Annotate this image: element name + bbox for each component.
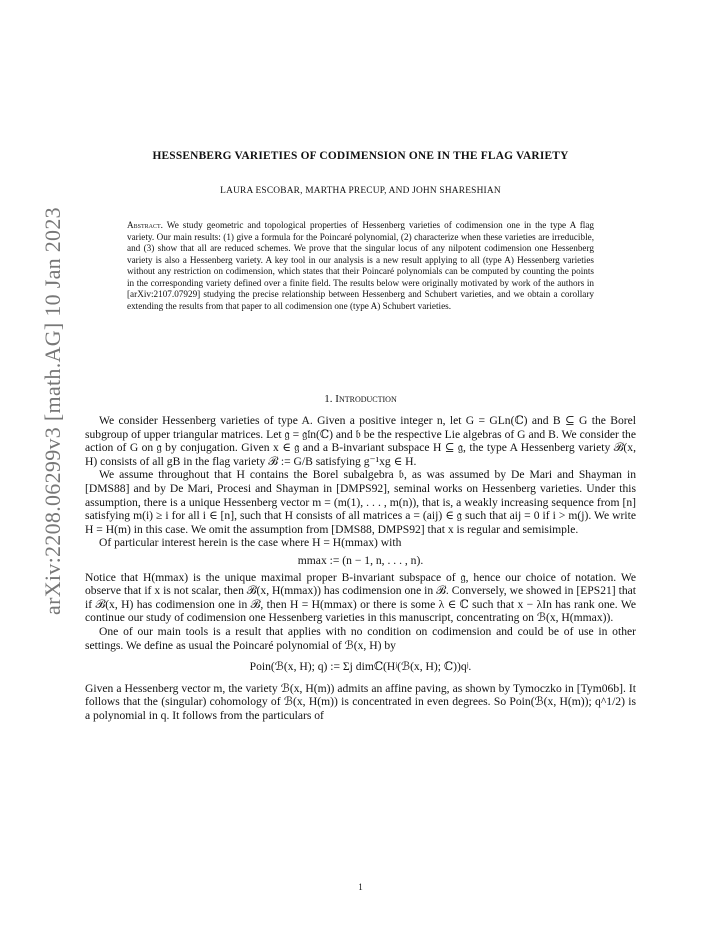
abstract — [127, 220, 594, 312]
abstract-label: Abstract. — [127, 220, 163, 230]
section-title: Introduction — [335, 393, 397, 405]
paragraph-3: Of particular interest herein is the case where H = H(mmax) with — [99, 536, 402, 550]
paragraph-6: Given a Hessenberg vector m, the variety ℬ(x, H(m)) admits an affine paving, as shown by Tymoczko in [Tym06b]. It follows that the (singular) cohomology of ℬ(x, H(m)) is concentrated in even degrees. So Poin(ℬ(x, H(m)); q^1/2) is a polynomial in q. It follows from the particulars of — [85, 681, 636, 722]
author-list: LAURA ESCOBAR, MARTHA PRECUP, AND JOHN SHARESHIAN — [220, 186, 501, 196]
body-text — [85, 414, 636, 722]
page-number: 1 — [358, 882, 363, 892]
paragraph-1: We consider Hessenberg varieties of type A. Given a positive integer n, let G = GLn(ℂ) and B ⊆ G the Borel subgroup of upper triangular matrices. Let 𝔤 = 𝔤𝔩n(ℂ) and 𝔟 be the respective Lie algebras of G and B. We consider the action of G on 𝔤 by conjugation. Given x ∈ 𝔤 and a B-invariant subspace H ⊆ 𝔤, the type A Hessenberg variety ℬ(x, H) consists of all gB in the flag variety ℬ := G/B satisfying g⁻¹xg ∈ H. — [85, 414, 636, 468]
display-equation-mmax: mmax := (n − 1, n, . . . , n). — [297, 553, 424, 567]
abstract-text: We study geometric and topological properties of Hessenberg varieties of codimension one in the type A flag variety. Our main results: (1) give a formula for the Poincaré polynomial, (2) characterize when these varieties are irreducible, and (3) show that all are reduced schemes. We prove that the singular locus of any nilpotent codimension one Hessenberg variety is also a Hessenberg variety. A key tool in our analysis is a new result applying to all (type A) Hessenberg varieties without any restriction on codimension, which states that their Poincaré polynomials can be computed by counting the points in the corresponding variety defined over a finite field. The results below were originally motivated by work of the authors in [arXiv:2107.07929] studying the precise relationship between Hessenberg and Schubert varieties, and we obtain a corollary extending the results from that paper to all codimension one (type A) Schubert varieties. — [127, 220, 594, 311]
paragraph-4: Notice that H(mmax) is the unique maximal proper B-invariant subspace of 𝔤, hence our choice of notation. We observe that if x is not scalar, then ℬ(x, H(mmax)) has codimension one in ℬ. Conversely, we showed in [EPS21] that if ℬ(x, H) has codimension one in ℬ, then H = H(mmax) or there is some λ ∈ ℂ such that x − λIn has rank one. We continue our study of codimension one Hessenberg varieties in this manuscript, concentrating on ℬ(x, H(mmax)). — [85, 570, 636, 625]
display-equation-poincare: Poin(ℬ(x, H); q) := Σj dimℂ(Hʲ(ℬ(x, H); ℂ))qʲ. — [249, 660, 472, 674]
section-heading — [85, 393, 636, 405]
paragraph-5: One of our main tools is a result that applies with no condition on codimension and could be of use in other settings. We define as usual the Poincaré polynomial of ℬ(x, H) by — [85, 624, 636, 652]
section-number: 1. — [324, 393, 333, 405]
paragraph-2: We assume throughout that H contains the Borel subalgebra 𝔟, as was assumed by De Mari and Shayman in [DMS88] and by De Mari, Procesi and Shayman in [DMPS92], seminal works on Hessenberg varieties. Under this assumption, there is a unique Hessenberg vector m = (m(1), . . . , m(n)), that is, a weakly increasing sequence from [n] satisfying m(i) ≥ i for all i ∈ [n], such that H consists of all matrices a = (aij) ∈ 𝔤 such that aij = 0 if i > m(j). We write H = H(m) in this case. We omit the assumption from [DMS88, DMPS92] that x is regular and semisimple. — [85, 468, 636, 536]
paper-title: HESSENBERG VARIETIES OF CODIMENSION ONE IN THE FLAG VARIETY — [152, 150, 569, 162]
arxiv-side-label: arXiv:2208.06299v3 [math.AG] 10 Jan 2023 — [40, 207, 65, 615]
